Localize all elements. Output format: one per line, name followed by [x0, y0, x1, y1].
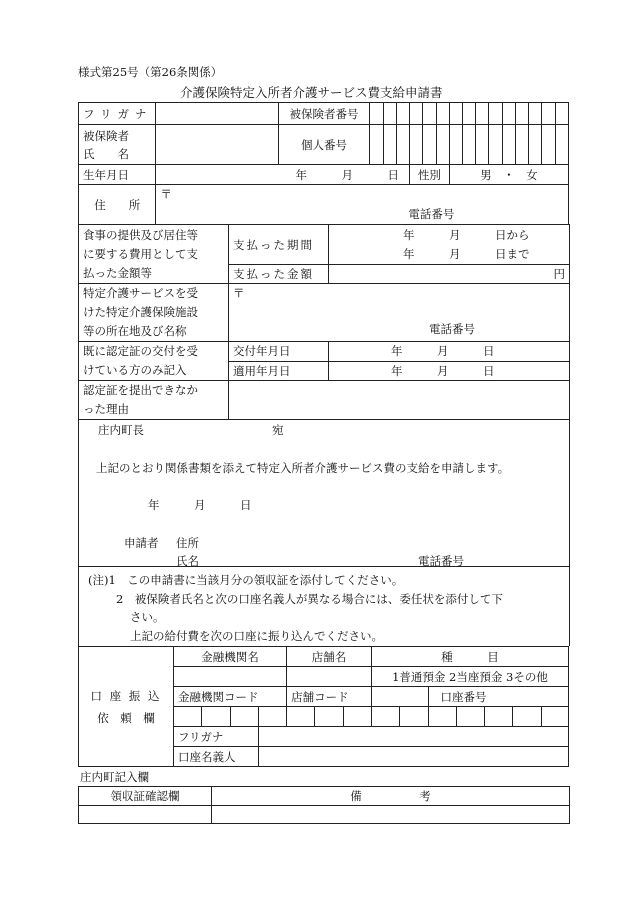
personal-number-digit[interactable]: [423, 125, 436, 165]
applicant-label: 申請者: [124, 536, 159, 550]
remarks-label: 備 考: [212, 787, 570, 806]
bank-side-line: 口 座 振 込: [90, 688, 162, 703]
insured-number-digit[interactable]: [502, 103, 515, 125]
form-number: 様式第25号（第26条関係）: [78, 65, 223, 79]
holder-furigana-field[interactable]: [258, 727, 568, 747]
insured-name-label: [79, 125, 156, 165]
note-1: (注)1 この申請書に当該月分の領収証を添付してください。: [88, 573, 404, 587]
insured-number-digit[interactable]: [436, 103, 449, 125]
issue-date-field[interactable]: 年 月 日: [329, 342, 570, 362]
account-blank: [371, 687, 428, 707]
cost-table: [78, 224, 570, 420]
personal-number-digit[interactable]: [436, 125, 449, 165]
insured-person-label: 被保険者: [83, 128, 129, 143]
note-3: 上記の給付費を次の口座に振り込んでください。: [130, 629, 383, 643]
insured-number-digit[interactable]: [383, 103, 396, 125]
sex-label: 性別: [410, 165, 450, 185]
facility-label-line: けた特定介護保険施設: [83, 305, 198, 319]
account-digit[interactable]: [428, 707, 456, 727]
facility-label-line: 等の所在地及び名称: [83, 324, 187, 338]
account-type-options[interactable]: 1普通預金 2当座預金 3その他: [371, 667, 568, 687]
branch-code-digit[interactable]: [343, 707, 371, 727]
branch-name-label: 店舗名: [287, 647, 372, 667]
applicant-phone-label: 電話番号: [418, 554, 464, 568]
insured-number-digit[interactable]: [370, 103, 383, 125]
account-digit[interactable]: [513, 707, 541, 727]
account-digit[interactable]: [400, 707, 428, 727]
insured-number-digit[interactable]: [555, 103, 568, 125]
issue-date-label: 交付年月日: [229, 342, 329, 362]
postal-mark: 〒: [160, 187, 172, 201]
town-section-title: 庄内町記入欄: [80, 770, 149, 784]
personal-number-digit[interactable]: [383, 125, 396, 165]
note-2-cont: さい。: [130, 610, 165, 624]
insured-number-digit[interactable]: [476, 103, 489, 125]
birthdate-field[interactable]: 年 月 日: [156, 165, 410, 185]
bank-table: [78, 646, 569, 767]
address-phone-label: 電話番号: [408, 207, 455, 221]
payment-amount-label: 支払った金額: [229, 265, 329, 284]
cost-label-line: 払った金額等: [83, 265, 152, 280]
branch-code-digit[interactable]: [287, 707, 315, 727]
insured-number-digit[interactable]: [515, 103, 528, 125]
insured-name-field[interactable]: [156, 125, 278, 165]
personal-number-digit[interactable]: [502, 125, 515, 165]
reason-label-line: った理由: [83, 402, 129, 416]
insured-number-digit[interactable]: [423, 103, 436, 125]
form-title: 介護保険特定入所者介護サービス費支給申請書: [180, 85, 443, 100]
applicant-name-label: 氏名: [176, 554, 199, 568]
personal-number-digit[interactable]: [476, 125, 489, 165]
personal-number-digit[interactable]: [410, 125, 423, 165]
apply-date-field[interactable]: 年 月 日: [329, 361, 570, 381]
address-label: 住 所: [79, 185, 156, 225]
name-label: 氏 名: [83, 146, 129, 161]
bank-side-label: [79, 647, 174, 767]
holder-furigana-label: フリガナ: [173, 727, 258, 747]
bank-side-line: 依 頼 欄: [97, 710, 155, 725]
account-digit[interactable]: [371, 707, 399, 727]
note-2: 2 被保険者氏名と次の口座名義人が異なる場合には、委任状を添付して下: [116, 592, 503, 606]
reason-field[interactable]: [229, 381, 570, 420]
payment-period-label: 支払った期間: [229, 225, 329, 265]
address-field[interactable]: [156, 185, 569, 225]
birthdate-label: 生年月日: [79, 165, 156, 185]
account-digit[interactable]: [456, 707, 484, 727]
insured-number-digit[interactable]: [489, 103, 502, 125]
personal-number-digit[interactable]: [462, 125, 475, 165]
addressee: 庄内町長: [98, 423, 144, 437]
application-date[interactable]: 年 月 日: [148, 498, 252, 512]
personal-number-digit[interactable]: [515, 125, 528, 165]
insured-number-digit[interactable]: [529, 103, 542, 125]
personal-number-digit[interactable]: [449, 125, 462, 165]
personal-number-digit[interactable]: [529, 125, 542, 165]
branch-name-field[interactable]: [287, 667, 372, 687]
account-digit[interactable]: [541, 707, 568, 727]
bank-code-digit[interactable]: [202, 707, 230, 727]
period-to: 年 月 日まで: [403, 246, 530, 261]
personal-number-digit[interactable]: [542, 125, 555, 165]
town-table: [78, 786, 570, 824]
bank-code-label: 金融機関コード: [173, 687, 286, 707]
period-from: 年 月 日から: [403, 227, 530, 242]
account-type-label: 種 目: [371, 647, 568, 667]
bank-code-digit[interactable]: [258, 707, 286, 727]
insured-number-digit[interactable]: [542, 103, 555, 125]
remarks-field[interactable]: [212, 806, 570, 824]
receipt-check-label: 領収証確認欄: [79, 787, 212, 806]
branch-code-label: 店舗コード: [287, 687, 372, 707]
apply-date-label: 適用年月日: [229, 361, 329, 381]
application-statement: 上記のとおり関係書類を添えて特定入所者介護サービス費の支給を申請します。: [96, 461, 510, 475]
bank-name-label: 金融機関名: [173, 647, 286, 667]
personal-number-digit[interactable]: [489, 125, 502, 165]
insured-number-digit[interactable]: [410, 103, 423, 125]
cost-label-line: に要する費用として支: [83, 246, 198, 261]
facility-field[interactable]: [229, 284, 570, 342]
insured-number-label: 被保険者番号: [278, 103, 370, 125]
insured-number-digit[interactable]: [462, 103, 475, 125]
holder-field[interactable]: [258, 747, 568, 767]
personal-number-digit[interactable]: [396, 125, 409, 165]
honorific: 宛: [272, 423, 284, 437]
insured-number-digit[interactable]: [396, 103, 409, 125]
reason-label-line: 認定証を提出できなか: [83, 383, 198, 397]
sex-options[interactable]: 男 ・ 女: [449, 165, 568, 185]
certificate-label: [79, 342, 229, 381]
payment-period-field[interactable]: [329, 225, 570, 265]
bank-code-digit[interactable]: [230, 707, 258, 727]
cost-label: [79, 225, 229, 284]
applicant-table: [78, 102, 569, 225]
personal-number-digit[interactable]: [555, 125, 568, 165]
branch-code-digit[interactable]: [315, 707, 343, 727]
reason-label: [79, 381, 229, 420]
payment-amount-field[interactable]: 円: [329, 265, 570, 284]
personal-number-digit[interactable]: [370, 125, 383, 165]
bank-code-digit[interactable]: [173, 707, 201, 727]
facility-phone-label: 電話番号: [429, 322, 475, 336]
account-digit[interactable]: [485, 707, 513, 727]
facility-postal-mark: 〒: [233, 286, 245, 300]
holder-label: 口座名義人: [173, 747, 258, 767]
receipt-check-field[interactable]: [79, 806, 212, 824]
certificate-label-line: けている方のみ記入: [83, 363, 187, 377]
furigana-label: フリガナ: [79, 103, 156, 125]
account-number-label: 口座番号: [428, 687, 569, 707]
furigana-field[interactable]: [156, 103, 278, 125]
bank-name-field[interactable]: [173, 667, 286, 687]
facility-label-line: 特定介護サービスを受: [83, 286, 198, 300]
applicant-address-label: 住所: [176, 536, 199, 550]
cost-label-line: 食事の提供及び居住等: [83, 227, 198, 242]
insured-number-digit[interactable]: [449, 103, 462, 125]
personal-number-label: 個人番号: [278, 125, 370, 165]
facility-label: [79, 284, 229, 342]
certificate-label-line: 既に認定証の交付を受: [83, 344, 198, 358]
